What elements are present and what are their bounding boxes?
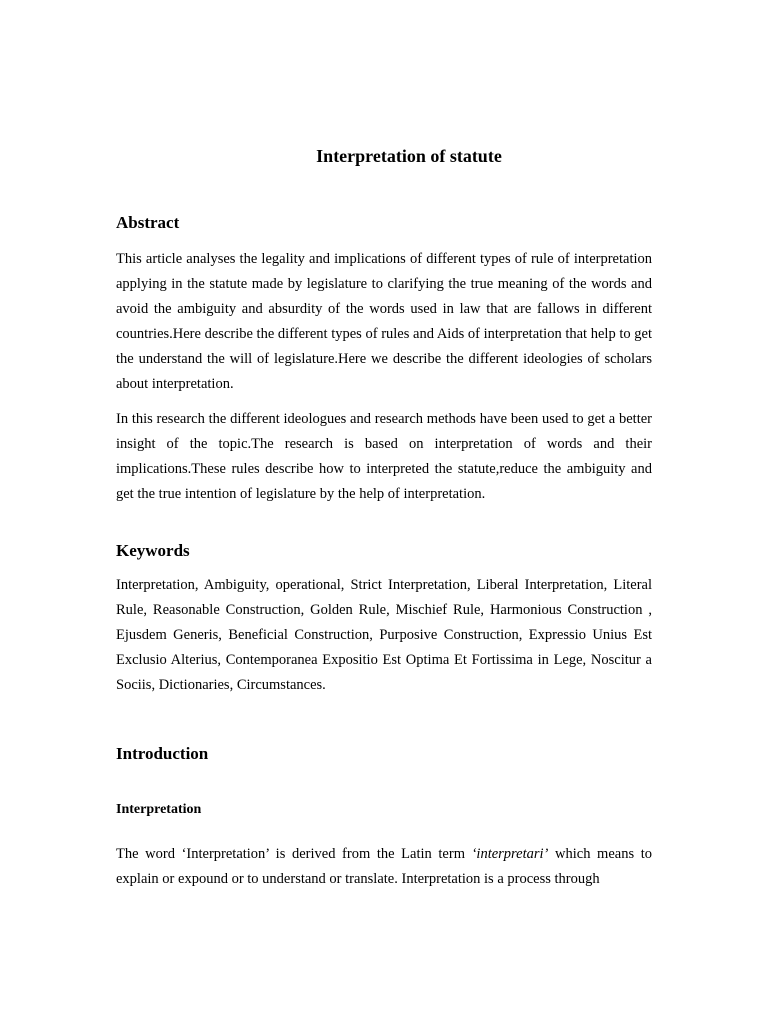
- interpretation-subheading: Interpretation: [116, 802, 202, 817]
- latin-term: ‘interpretari’: [471, 846, 549, 862]
- intro-text-after: which means to explain or expound or to understand or translate. Interpretation is a process through: [116, 846, 652, 887]
- abstract-paragraph-1: This article analyses the legality and implications of different types of rule of interpretation applying in the statute made by legislature to clarifying the true meaning of the words and avoid the ambiguity and absurdity of the words used in law that are fallows in different countries.Here describe the different types of rules and Aids of interpretation that help to get the understand the will of legislature.Here we describe the different ideologies of scholars about interpretation.: [116, 251, 652, 392]
- page-title: Interpretation of statute: [316, 146, 502, 166]
- keywords-heading: Keywords: [116, 541, 190, 560]
- intro-text-before: The word ‘Interpretation’ is derived from the Latin term: [116, 846, 472, 862]
- abstract-heading: Abstract: [116, 213, 180, 232]
- introduction-heading: Introduction: [116, 744, 209, 763]
- introduction-paragraph: [116, 842, 652, 892]
- abstract-paragraph-2: In this research the different ideologues and research methods have been used to get a better insight of the topic.The research is based on interpretation of words and their implications.These rules describe how to interpreted the statute,reduce the ambiguity and get the true intention of legislature by the help of interpretation.: [116, 411, 652, 502]
- keywords-list: Interpretation, Ambiguity, operational, Strict Interpretation, Liberal Interpretation, Literal Rule, Reasonable Construction, Golden Rule, Mischief Rule, Harmonious Construction , Ejusdem Generis, Beneficial Construction, Purposive Construction, Expressio Unius Est Exclusio Alterius, Contemporanea Expositio Est Optima Et Fortissima in Lege, Noscitur a Sociis, Dictionaries, Circumstances.: [116, 577, 652, 693]
